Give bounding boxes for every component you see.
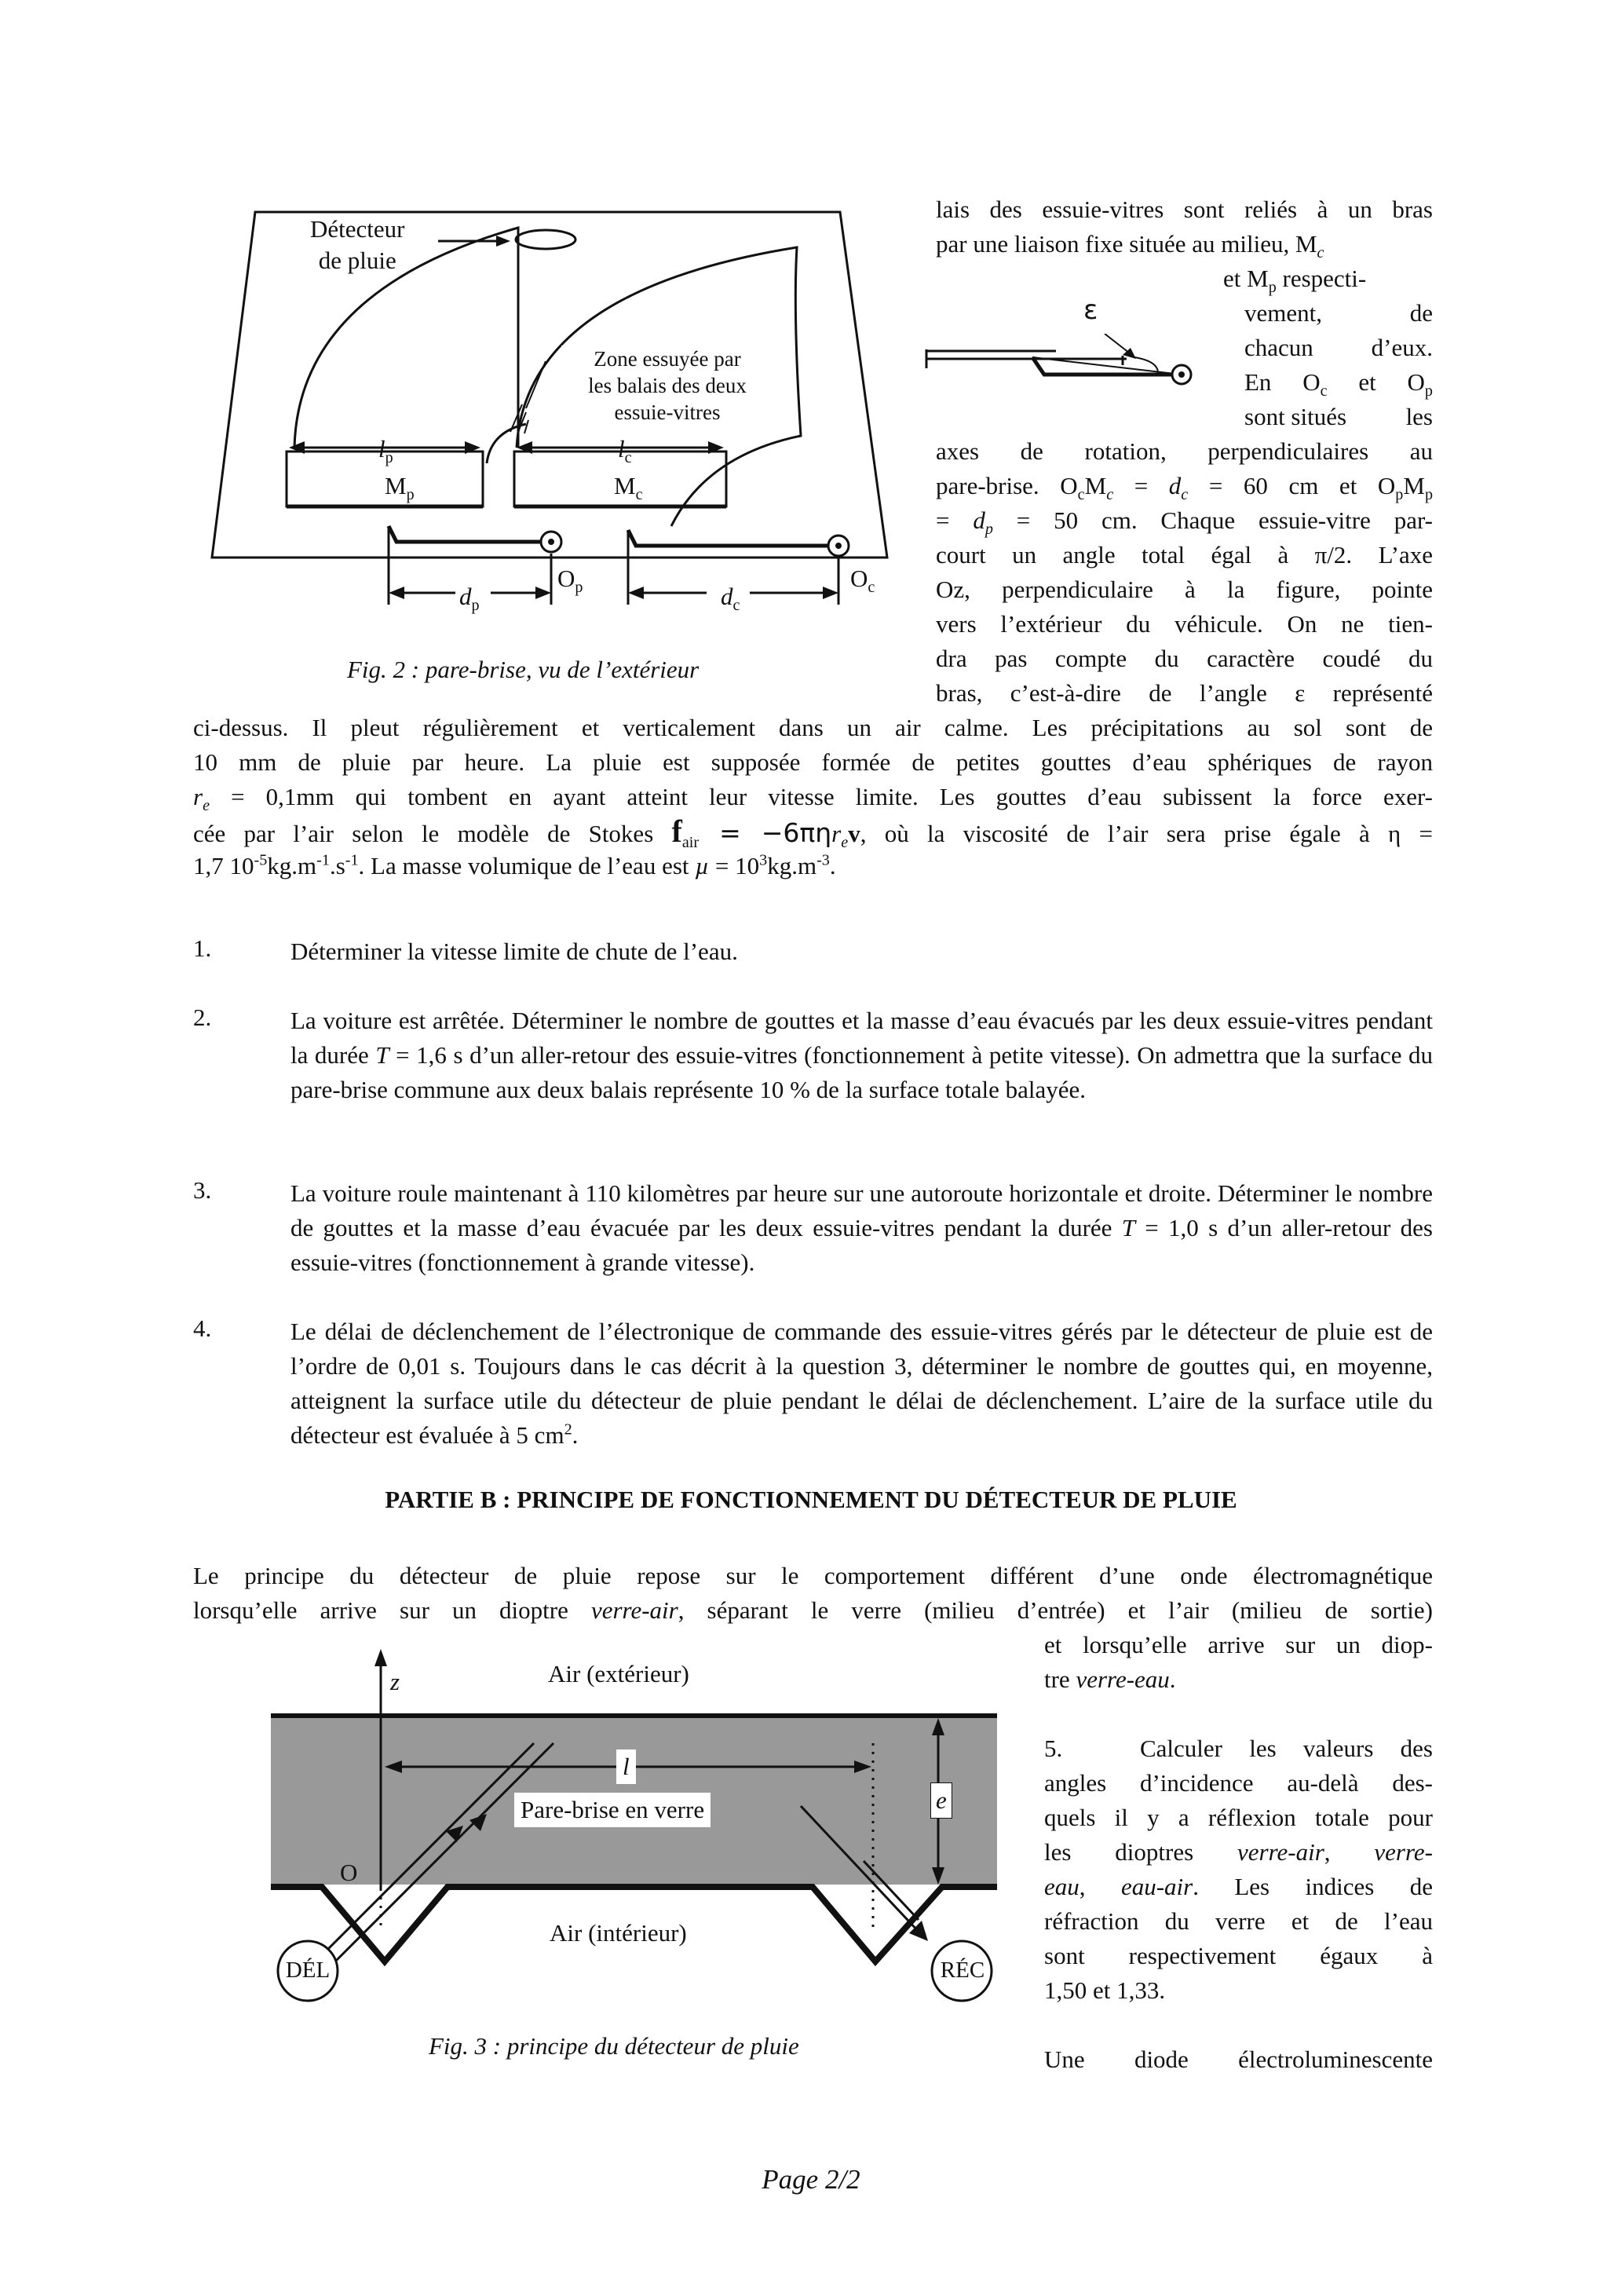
partie-b-l1: Le principe du détecteur de pluie repose sur le comportement différent d’une onde électromagnétique	[193, 1562, 1433, 1589]
label-lp: $l_p$	[378, 435, 393, 467]
label-pare-brise-verre: Pare-brise en verre	[514, 1793, 711, 1827]
text-p1-l2: 10 mm de pluie par heure. La pluie est supposée formée de petites gouttes d’eau sphériques de rayon	[193, 748, 1433, 776]
partie-b-r2: tre verre-eau.	[1044, 1665, 1176, 1693]
text-p1-l5: 1,7 $10^{-5}kg.m^{-1}.s^{-1}$. La masse volumique de l’eau est $\mu = 10^3kg.m^{-3}$.	[193, 851, 836, 879]
label-dc: $d_c$	[721, 583, 740, 615]
question-5-l2: angles d’incidence au-delà des-	[1044, 1769, 1433, 1797]
question-5-l8: 1,50 et 1,33.	[1044, 1976, 1166, 2004]
text-right-col-3: et $M_p$ respecti-	[1223, 265, 1367, 297]
label-e: e	[930, 1782, 952, 1819]
label-dp: $d_p$	[459, 583, 480, 615]
text-p1-l3: $r_e = 0,1mm$ qui tombent en ayant atteint leur vitesse limite. Les gouttes d’eau subissent la force exer-	[193, 783, 1433, 815]
question-2-number: 2.	[193, 1004, 212, 1031]
question-5-l3: quels il y a réflexion totale pour	[1044, 1804, 1433, 1831]
partie-b-r1: et lorsqu’elle arrive sur un diop-	[1044, 1631, 1433, 1658]
text-line-oz: Oz, perpendiculaire à la figure, pointe	[936, 576, 1433, 603]
text-p1-l1: ci-dessus. Il pleut régulièrement et verticalement dans un air calme. Les précipitations au sol sont de	[193, 714, 1433, 741]
label-lc: $l_c$	[618, 435, 632, 467]
text-line-court: court un angle total égal à π/2. L’axe	[936, 541, 1433, 569]
text-line-pare-brise: pare-brise. $O_cM_c = d_c = 60$ cm et $O_pM_p$	[936, 472, 1434, 504]
question-5-l5: eau, eau-air. Les indices de	[1044, 1873, 1434, 1900]
question-5-l7: sont respectivement égaux à	[1044, 1942, 1433, 1969]
label-l: l	[616, 1749, 636, 1784]
question-3-number: 3.	[193, 1176, 212, 1204]
text-line-dra: dra pas compte du caractère coudé du	[936, 645, 1433, 672]
question-2-text: La voiture est arrêtée. Déterminer le nombre de gouttes et la masse d’eau évacués par les deux essuie-vitres pendant la durée T = 1,6 s d’un aller-retour des essuie-vitres (fonctionnement à petite vitesse). On admettra que la surface du pare-brise commune aux deux balais représente 10 % de la surface totale balayée.	[290, 1007, 1434, 1103]
text-right-col-7: sont situés les	[1244, 403, 1433, 430]
figure-2-windshield	[188, 196, 911, 652]
text-p1-l4: cée par l’air selon le modèle de Stokes $f_{air} = -6\pi\eta r_ev$, où la viscosité de l’air sera prise égale à η =	[193, 813, 1434, 852]
label-Mc: $M_c$	[614, 472, 643, 504]
text-right-col-1: lais des essuie-vitres sont reliés à un bras	[936, 196, 1433, 223]
partie-b-title: PARTIE B : PRINCIPE DE FONCTIONNEMENT DU DÉTECTEUR DE PLUIE	[385, 1486, 1237, 1513]
text-line-vers: vers l’extérieur du véhicule. On ne tien-	[936, 610, 1433, 638]
text-line-axes: axes de rotation, perpendiculaires au	[936, 437, 1433, 465]
label-detecteur: Détecteur de pluie	[310, 215, 405, 274]
question-4-number: 4.	[193, 1314, 212, 1342]
label-Oc: $O_c$	[850, 565, 875, 597]
label-del: DÉL	[285, 1958, 331, 1983]
label-air-interieur: Air (intérieur)	[550, 1919, 687, 1947]
fig3-caption: Fig. 3 : principe du détecteur de pluie	[429, 2032, 799, 2060]
partie-b-l2: lorsqu’elle arrive sur un dioptre verre-air, séparant le verre (milieu d’entrée) et l’air (milieu de sortie)	[193, 1596, 1433, 1624]
text-right-col-2: par une liaison fixe située au milieu, $M_c$	[936, 230, 1324, 262]
text-line-bras: bras, c’est-à-dire de l’angle ε représenté	[936, 679, 1433, 707]
question-5-l1: Calculer les valeurs des	[1140, 1735, 1433, 1762]
label-rec: RÉC	[940, 1958, 985, 1983]
text-line-dp: = $d_p = 50$ cm. Chaque essuie-vitre par-	[936, 506, 1434, 539]
label-O: O	[340, 1859, 358, 1886]
question-5-l6: réfraction du verre et de l’eau	[1044, 1907, 1433, 1935]
question-4-text: Le délai de déclenchement de l’électronique de commande des essuie-vitres gérés par le détecteur de pluie est de l’ordre de 0,01 s. Toujours dans le cas décrit à la question 3, déterminer le nombre de gouttes qui, en moyenne, atteignent la surface utile du détecteur de pluie pendant le délai de déclenchement. L’aire de la surface utile du détecteur est évaluée à 5 $cm^2$.	[290, 1318, 1433, 1449]
text-diode: Une diode électroluminescente	[1044, 2046, 1433, 2073]
fig2-caption: Fig. 2 : pare-brise, vu de l’extérieur	[347, 656, 700, 683]
figure-3-rain-detector	[267, 1649, 1036, 2018]
rain-detector-shape	[516, 230, 575, 249]
label-z: z	[390, 1668, 400, 1695]
text-right-col-6: En $O_c$ et $O_p$	[1244, 368, 1433, 400]
label-epsilon: ε	[1083, 294, 1098, 326]
figure-epsilon-arm	[922, 334, 1193, 397]
question-5-l4: les dioptres verre-air, verre-	[1044, 1838, 1433, 1866]
question-3-text: La voiture roule maintenant à 110 kilomètres par heure sur une autoroute horizontale et droite. Déterminer le nombre de gouttes et la masse d’eau évacuée par les deux essuie-vitres pendant la durée T = 1,0 s d’un aller-retour des essuie-vitres (fonctionnement à grande vitesse).	[290, 1179, 1433, 1276]
question-1-number: 1.	[193, 934, 212, 962]
label-Op: $O_p$	[557, 565, 583, 597]
page-number: Page 2/2	[762, 2164, 860, 2195]
question-1-text: Déterminer la vitesse limite de chute de l’eau.	[290, 938, 738, 965]
text-right-col-4: vement, de	[1244, 299, 1433, 327]
label-air-exterieur: Air (extérieur)	[548, 1660, 689, 1687]
question-5-number: 5.	[1044, 1735, 1063, 1762]
label-Mp: $M_p$	[385, 472, 415, 504]
text-right-col-5: chacun d’eux.	[1244, 334, 1433, 361]
label-zone-essuyee: Zone essuyée par les balais des deux essuie-vitres	[561, 345, 773, 426]
